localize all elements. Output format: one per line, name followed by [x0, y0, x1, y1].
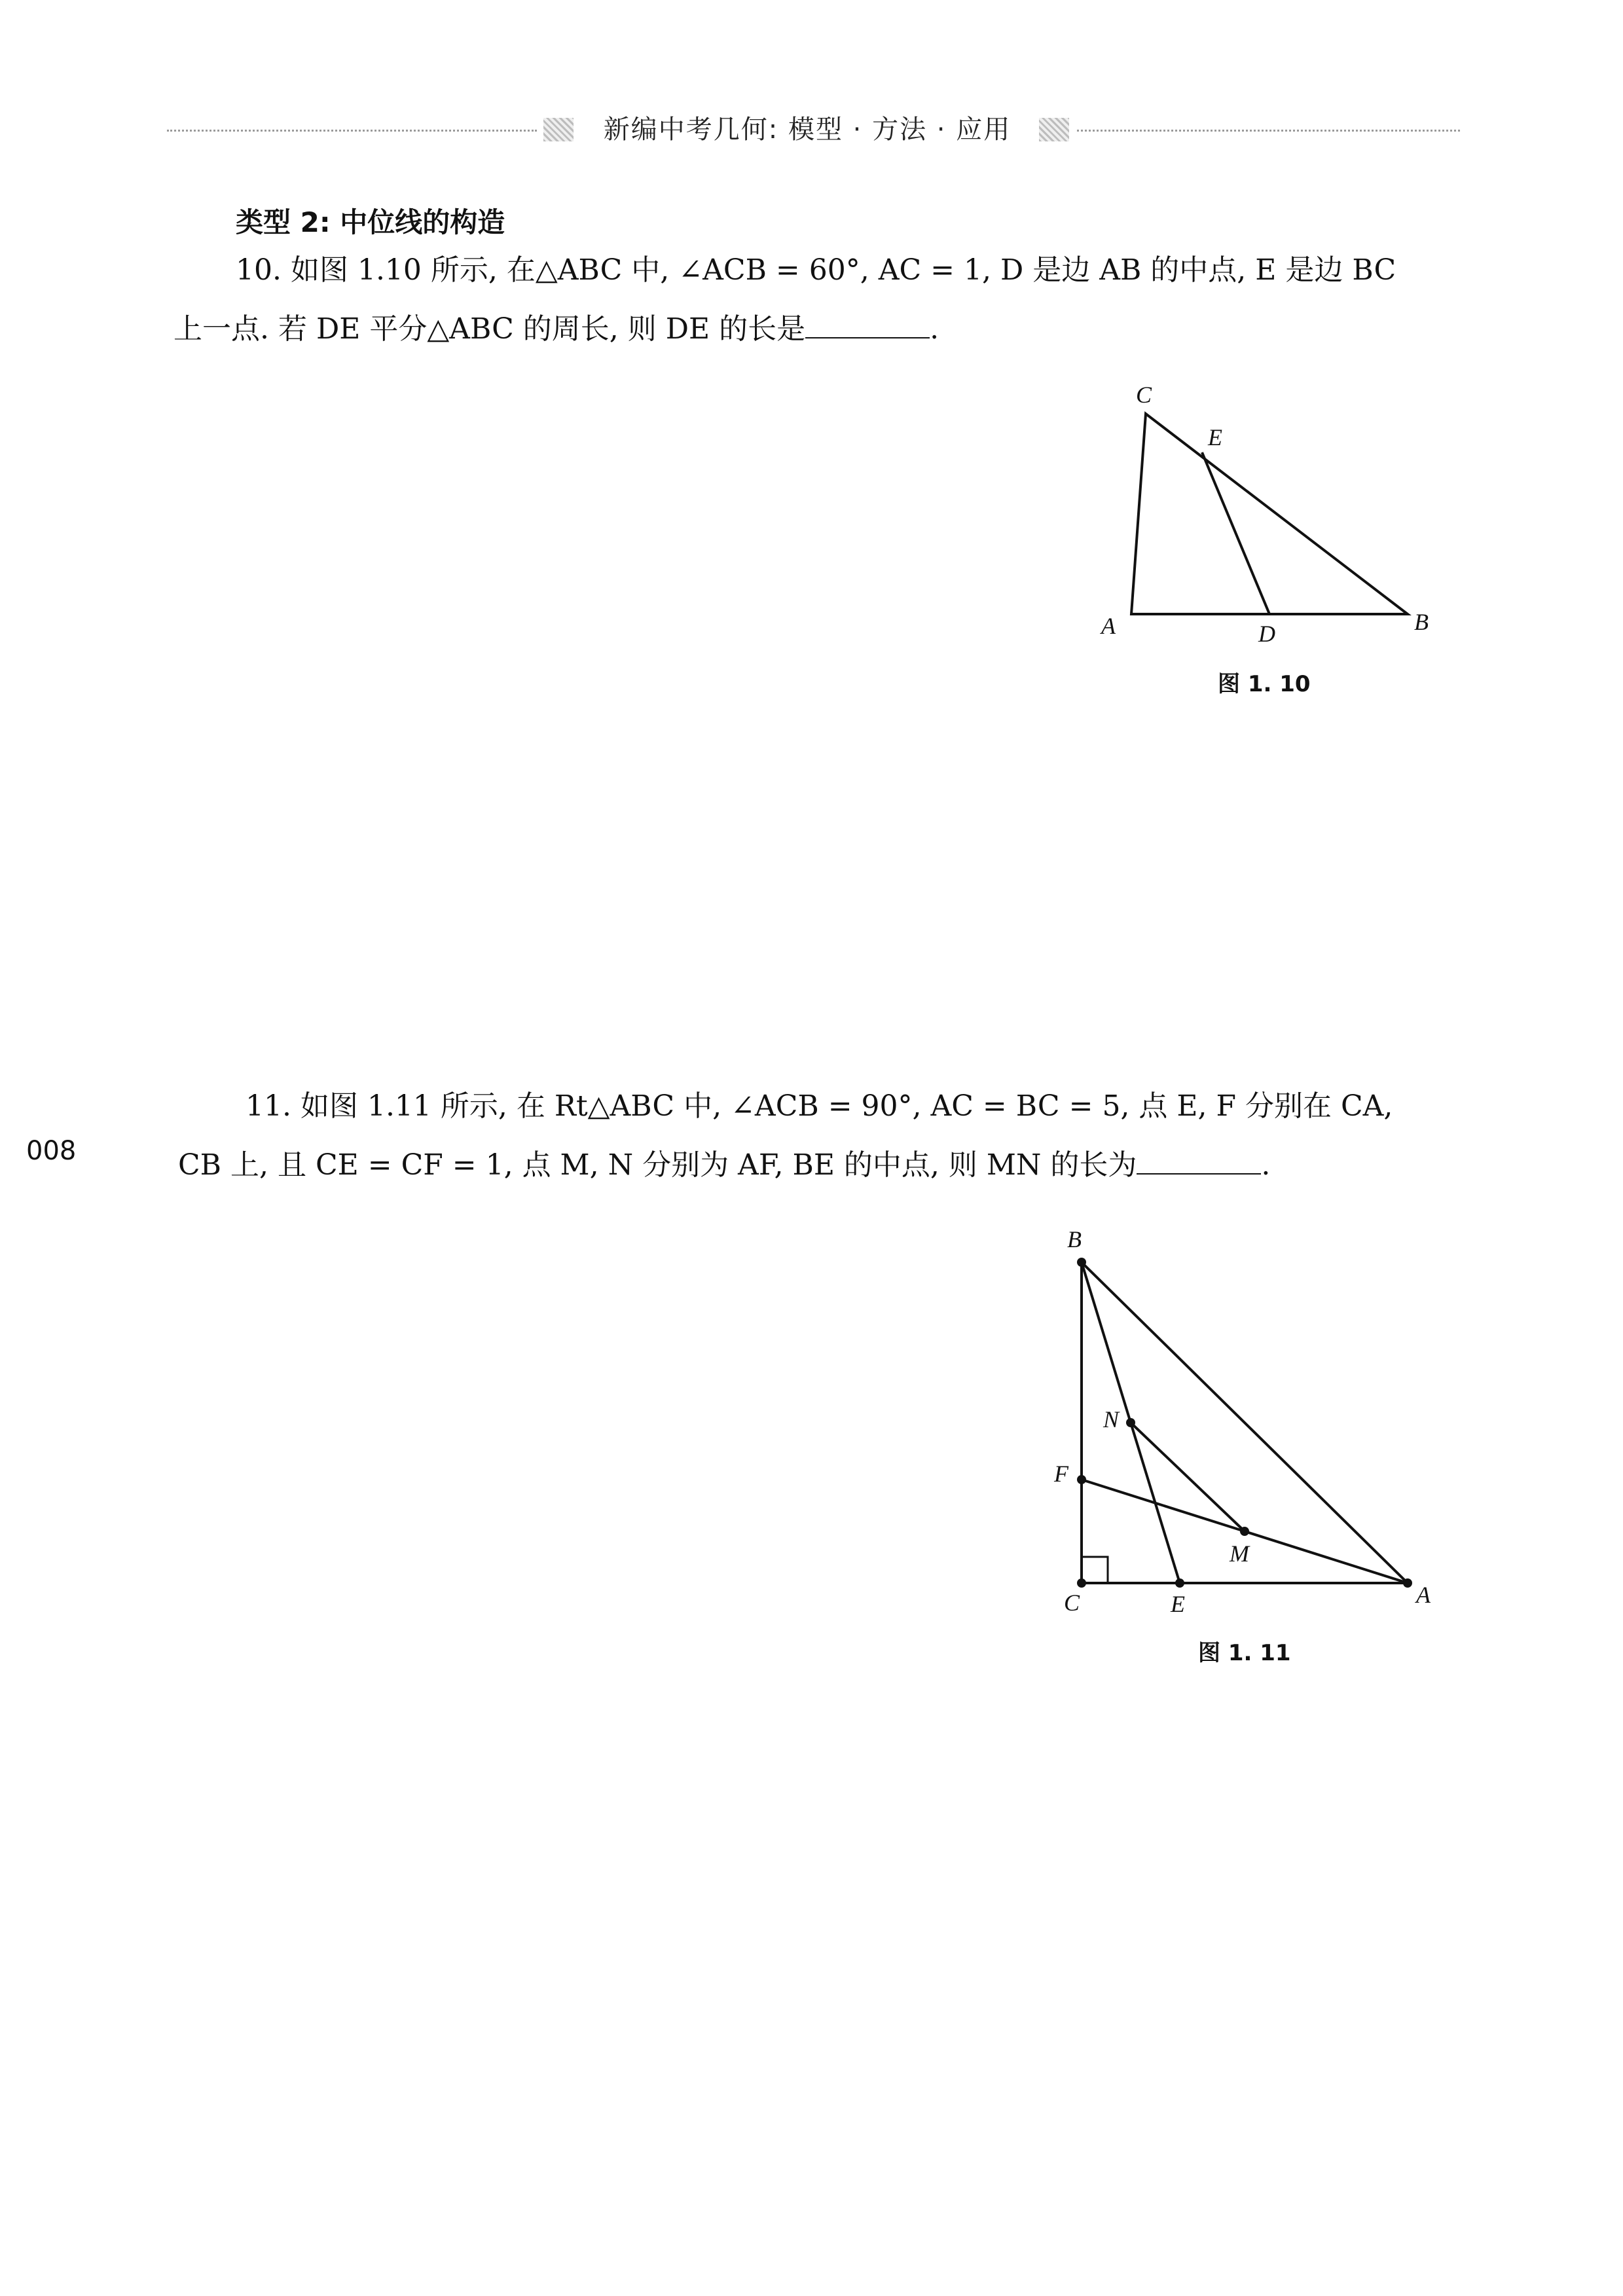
label-d: D [1258, 621, 1275, 647]
label-b: B [1067, 1226, 1082, 1252]
point-a [1403, 1578, 1412, 1588]
label-e: E [1208, 424, 1222, 450]
problem-11-text-2: CB 上, 且 CE = CF = 1, 点 M, N 分别为 AF, BE 的中点, 则 MN 的长为 [178, 1148, 1137, 1182]
problem-11-period: . [1261, 1148, 1271, 1182]
problem-11-line-2 [178, 1136, 1270, 1195]
book-title: 新编中考几何: 模型 · 方法 · 应用 [603, 115, 1012, 145]
problem-11-line-1 [246, 1077, 1393, 1136]
figure-1-10 [1087, 373, 1453, 668]
right-angle-mark [1082, 1557, 1108, 1583]
triangle-abc [1131, 414, 1408, 614]
point-c [1077, 1578, 1086, 1588]
running-header [167, 110, 1460, 149]
label-m: M [1230, 1540, 1249, 1567]
problem-11-text-1: 11. 如图 1.11 所示, 在 Rt△ABC 中, ∠ACB = 90°, AC = BC = 5, 点 E, F 分别在 CA, [246, 1089, 1393, 1123]
label-c: C [1064, 1590, 1080, 1616]
figure-1-10-caption: 图 1. 10 [1218, 671, 1311, 697]
label-n: N [1103, 1406, 1120, 1432]
figure-1-11-caption: 图 1. 11 [1198, 1640, 1291, 1666]
label-e: E [1171, 1591, 1185, 1617]
answer-blank-10 [805, 307, 930, 338]
header-rule-right [1077, 130, 1460, 132]
label-c: C [1136, 382, 1152, 408]
problem-10-period: . [930, 312, 939, 346]
label-f: F [1054, 1461, 1068, 1487]
header-rule-left [167, 130, 537, 132]
problem-10-text-1: 10. 如图 1.10 所示, 在△ABC 中, ∠ACB = 60°, AC = 1, D 是边 AB 的中点, E 是边 BC [236, 253, 1396, 287]
problem-10-line-2 [173, 300, 939, 359]
problem-10-text-2: 上一点. 若 DE 平分△ABC 的周长, 则 DE 的长是 [173, 312, 806, 346]
problem-10-line-1 [236, 241, 1396, 300]
segment-de [1202, 452, 1269, 614]
answer-blank-11 [1137, 1143, 1261, 1175]
label-a: A [1416, 1582, 1431, 1608]
point-e [1175, 1578, 1184, 1588]
page-number: 008 [26, 1136, 77, 1166]
point-m [1240, 1527, 1249, 1536]
header-ornament-left [543, 118, 574, 141]
figure-1-11 [1034, 1211, 1467, 1617]
point-b [1077, 1258, 1086, 1267]
point-f [1077, 1475, 1086, 1484]
label-b: B [1414, 609, 1429, 635]
label-a: A [1101, 613, 1116, 639]
point-n [1126, 1418, 1135, 1427]
section-title: 类型 2: 中位线的构造 [236, 206, 505, 238]
header-ornament-right [1039, 118, 1069, 141]
